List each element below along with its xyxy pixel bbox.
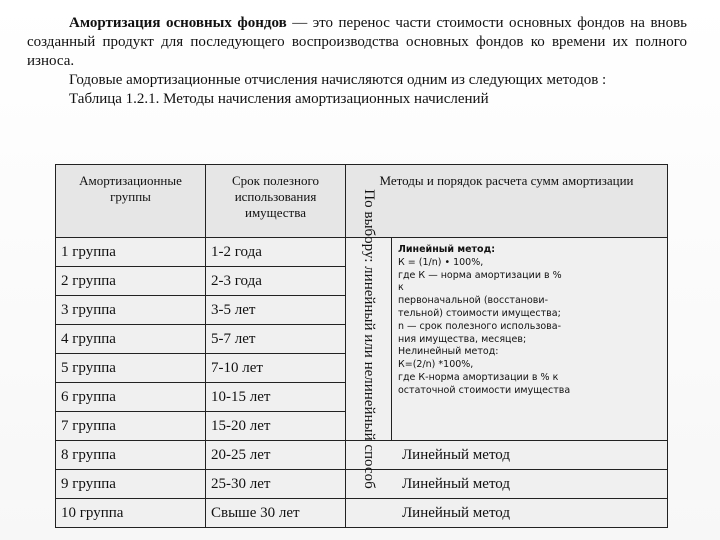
term-cell: 2-3 года xyxy=(206,267,346,296)
method-line: остаточной стоимости имущества xyxy=(398,384,571,396)
method-line: К = (1/n) • 100%, xyxy=(398,256,484,268)
method-line: Линейный метод: xyxy=(398,244,496,255)
header-term: Срок полезного использования имущества xyxy=(206,165,346,238)
term-cell: 7-10 лет xyxy=(206,354,346,383)
term-cell: 15-20 лет xyxy=(206,412,346,441)
term-cell: 20-25 лет xyxy=(206,441,346,470)
group-cell: 8 группа xyxy=(56,441,206,470)
table-caption: Таблица 1.2.1. Методы начисления амортизационных начислений xyxy=(69,91,489,107)
group-cell: 1 группа xyxy=(56,238,206,267)
table-row xyxy=(56,499,668,528)
definition-paragraph xyxy=(27,14,687,71)
method-line: ния имущества, месяцев; xyxy=(398,333,527,345)
term-cell: 5-7 лет xyxy=(206,325,346,354)
method-line: К=(2/n) *100%, xyxy=(398,359,474,371)
methods-paragraph: Годовые амортизационные отчисления начисляются одним из следующих методов : xyxy=(69,72,607,88)
term-bold: Амортизация основных фондов xyxy=(69,15,287,31)
term-cell: 3-5 лет xyxy=(206,296,346,325)
group-cell: 6 группа xyxy=(56,383,206,412)
definition-text: — это перенос части стоимости основных фондов на вновь созданный продукт для последующего воспроизводства основных фондов ко времени их полного износа. xyxy=(27,15,688,69)
method-line: первоначальной (восстанови- xyxy=(398,295,548,307)
table-row xyxy=(56,238,668,267)
method-cell: Линейный метод xyxy=(346,441,668,470)
group-cell: 4 группа xyxy=(56,325,206,354)
method-cell: Линейный метод xyxy=(346,499,668,528)
method-formula-cell xyxy=(392,238,668,441)
header-methods: Методы и порядок расчета сумм амортизации xyxy=(346,165,668,238)
term-cell: 1-2 года xyxy=(206,238,346,267)
group-cell: 10 группа xyxy=(56,499,206,528)
method-line: где К-норма амортизации в % к xyxy=(398,371,559,383)
method-line: где К — норма амортизации в % xyxy=(398,269,562,281)
group-cell: 5 группа xyxy=(56,354,206,383)
group-cell: 3 группа xyxy=(56,296,206,325)
term-cell: 25-30 лет xyxy=(206,470,346,499)
method-line: к xyxy=(398,282,404,294)
intro-text xyxy=(27,14,687,109)
method-line: тельной) стоимости имущества; xyxy=(398,307,561,319)
term-cell: 10-15 лет xyxy=(206,383,346,412)
group-cell: 9 группа xyxy=(56,470,206,499)
group-cell: 7 группа xyxy=(56,412,206,441)
method-line: Нелинейный метод: xyxy=(398,346,499,358)
choice-label: По выбору: линейный или нелинейный способ xyxy=(360,189,377,489)
method-line: n — срок полезного использова- xyxy=(398,320,562,332)
group-cell: 2 группа xyxy=(56,267,206,296)
method-cell: Линейный метод xyxy=(346,470,668,499)
amortization-table xyxy=(55,164,668,528)
term-cell: Свыше 30 лет xyxy=(206,499,346,528)
header-group: Амортизационные группы xyxy=(56,165,206,238)
choice-cell xyxy=(346,189,392,489)
